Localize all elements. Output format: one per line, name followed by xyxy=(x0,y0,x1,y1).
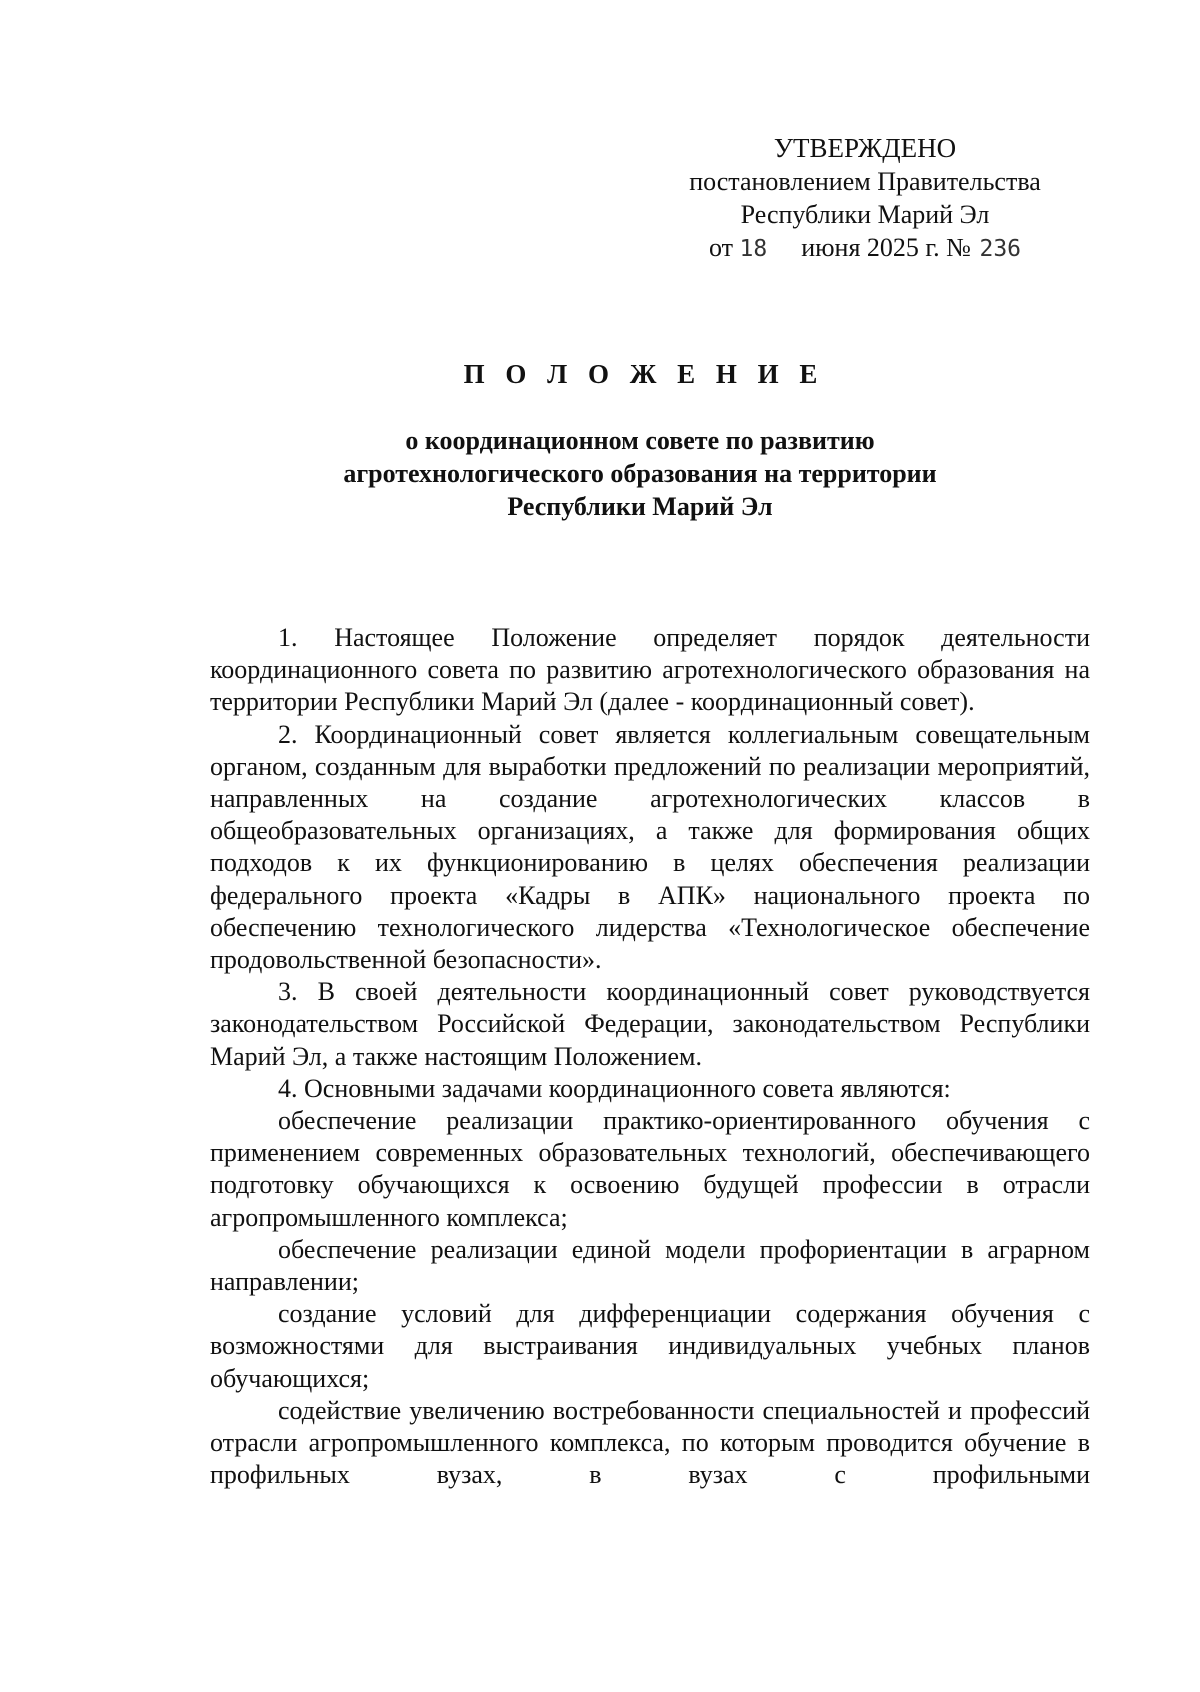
paragraph-1: 1. Настоящее Положение определяет порядок деятельности координационного совета по развитию агротехнологического образования на территории Республики Марий Эл (далее - координационный совет). xyxy=(210,623,1090,717)
document-subtitle xyxy=(210,424,1070,523)
task-item-3: создание условий для дифференциации содержания обучения с возможностями для выстраивания индивидуальных учебных планов обучающихся; xyxy=(210,1299,1090,1393)
date-day-handwritten: 18 xyxy=(739,236,768,262)
document-title: П О Л О Ж Е Н И Е xyxy=(463,359,825,389)
approval-line-1: постановлением Правительства xyxy=(689,167,1041,196)
subtitle-line: агротехнологического образования на территории xyxy=(343,459,937,488)
paragraph-2: 2. Координационный совет является коллегиальным совещательным органом, созданным для выработки предложений по реализации мероприятий, направленных на создание агротехнологических классов в общеобразовательных организациях, а также для формирования общих подходов к их функционированию в целях обеспечения реализации федерального проекта «Кадры в АПК» национального проекта по обеспечению технологического лидерства «Технологическое обеспечение продовольственной безопасности». xyxy=(210,719,1090,975)
task-item-4: содействие увеличению востребованности специальностей и профессий отрасли агропромышленного комплекса, по которым проводится обучение в профильных вузах, в вузах с профильными xyxy=(210,1395,1090,1490)
task-item-2: обеспечение реализации единой модели профориентации в аграрном направлении; xyxy=(210,1234,1090,1297)
approval-date-line xyxy=(640,231,1090,266)
subtitle-line: Республики Марий Эл xyxy=(507,492,773,521)
decree-number-handwritten: 236 xyxy=(979,236,1022,262)
subtitle-line: о координационном совете по развитию xyxy=(405,426,875,455)
approval-stamp-block xyxy=(640,132,1090,266)
approval-line-2: Республики Марий Эл xyxy=(740,200,990,229)
paragraph-3: 3. В своей деятельности координационный совет руководствуется законодательством Российской Федерации, законодательством Республики Марий Эл, а также настоящим Положением. xyxy=(210,977,1090,1071)
approval-title: УТВЕРЖДЕНО xyxy=(773,133,957,163)
paragraph-4: 4. Основными задачами координационного совета являются: xyxy=(278,1073,951,1103)
date-prefix: от xyxy=(708,233,734,262)
date-rest: июня 2025 г. № xyxy=(801,233,971,262)
document-body xyxy=(210,622,1090,1491)
task-item-1: обеспечение реализации практико-ориентированного обучения с применением современных образовательных технологий, обеспечивающего подготовку обучающихся к освоению будущей профессии в отрасли агропромышленного комплекса; xyxy=(210,1106,1090,1232)
